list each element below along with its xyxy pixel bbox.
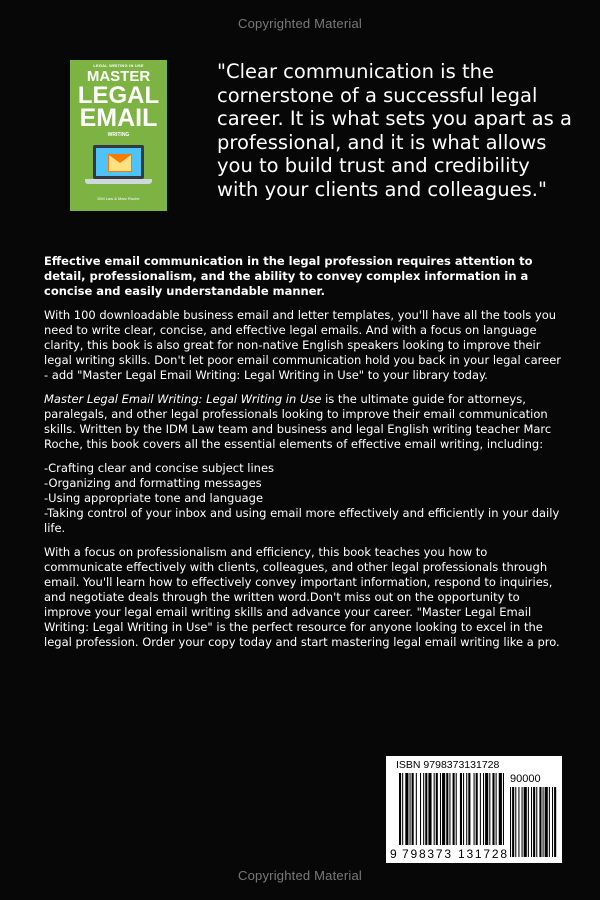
- addon-barcode-bar: [543, 787, 544, 857]
- addon-barcode-bar: [531, 787, 532, 857]
- list-item: -Taking control of your inbox and using email more effectively and efficiently in your daily life.: [44, 506, 560, 535]
- addon-barcode-bar: [510, 787, 511, 857]
- isbn-barcode-box: [386, 756, 562, 863]
- addon-barcode-bar: [539, 787, 541, 857]
- barcode-bar: [442, 773, 445, 845]
- laptop-screen: [96, 148, 141, 176]
- barcode-bar: [440, 773, 441, 845]
- addon-barcode-bar: [533, 787, 535, 857]
- addon-barcode-bar: [515, 787, 516, 857]
- laptop-base: [85, 179, 152, 184]
- addon-barcode-bar: [522, 787, 523, 857]
- addon-barcode-bar: [528, 787, 529, 857]
- barcode-bar: [474, 773, 475, 845]
- barcode-bar: [476, 773, 478, 845]
- cover-title-email: EMAIL: [79, 104, 158, 132]
- closing-paragraph: With a focus on professionalism and efficiency, this book teaches you how to communicate effectively with clients, colleagues, and other legal professionals through email. You'll learn how to effectively convey important information, respond to inquiries, and negotiate deals through the written word.Don't miss out on the opportunity to improve your legal email writing skills and advance your career. "Master Legal Email Writing: Legal Writing in Use" is the perfect resource for anyone looking to excel in the legal profession. Order your copy today and start mastering legal email writing like a pro.: [44, 545, 560, 649]
- barcode-bar: [489, 773, 490, 845]
- addon-barcode-bar: [552, 787, 553, 857]
- price-code: 90000: [510, 773, 541, 785]
- envelope-icon: [108, 154, 132, 172]
- intro-paragraph: Effective email communication in the legal profession requires attention to detail, professionalism, and the ability to convey complex information in a concise and easily understandable manner.: [44, 254, 533, 298]
- addon-barcode-bar: [545, 787, 548, 857]
- copyright-watermark-top: Copyrighted Material: [238, 16, 362, 31]
- guide-paragraph-rest: is the ultimate guide for attorneys, paralegals, and other legal professionals looking to improve their email communication skills. Written by the IDM Law team and business and legal English writing teacher Marc Roche, this book covers all the essential elements of effective email writing, including:: [44, 392, 552, 451]
- barcode-bar: [449, 773, 450, 845]
- laptop-illustration: [93, 145, 144, 179]
- barcode-bar: [466, 773, 467, 845]
- barcode-bar: [496, 773, 497, 845]
- barcode-bar: [453, 773, 455, 845]
- barcode-bar: [405, 773, 408, 845]
- barcode-bar: [416, 773, 417, 845]
- barcode-bar: [428, 773, 431, 845]
- barcode-bar: [468, 773, 470, 845]
- list-item: -Using appropriate tone and language: [44, 491, 264, 505]
- back-cover-description: [44, 254, 566, 659]
- cover-authors: IDM Law & Marc Roche: [97, 196, 140, 201]
- copyright-watermark-bottom: Copyrighted Material: [238, 868, 362, 883]
- pull-quote: "Clear communication is the cornerstone of a successful legal career. It is what sets you apart as a professional, and it is what allows you to build trust and credibility with your clients and colleagues.": [217, 60, 572, 201]
- barcode-bar: [503, 773, 504, 845]
- barcode-bar: [446, 773, 448, 845]
- addon-barcode-bar: [554, 787, 556, 857]
- barcode-bar: [425, 773, 427, 845]
- cover-series-label: LEGAL WRITING IN USE: [93, 63, 144, 68]
- addon-barcode-bar: [536, 787, 537, 857]
- topics-list: [44, 461, 566, 536]
- barcode-bar: [420, 773, 421, 845]
- addon-barcode-bar: [549, 787, 550, 857]
- barcode-bar: [456, 773, 457, 845]
- cover-title-writing: WRITING: [107, 132, 130, 138]
- book-title-italic: Master Legal Email Writing: Legal Writing in Use: [44, 392, 322, 406]
- barcode-bar: [460, 773, 462, 845]
- cover-title-master: MASTER: [86, 68, 151, 85]
- addon-barcode-bar: [524, 787, 527, 857]
- barcode-bar: [402, 773, 403, 845]
- barcode-bar: [499, 773, 502, 845]
- addon-barcode-bar: [512, 787, 514, 857]
- barcode-bar: [463, 773, 464, 845]
- barcode-bar: [434, 773, 435, 845]
- addon-barcode-bar: [518, 787, 519, 857]
- cover-title-legal: LEGAL: [77, 82, 160, 109]
- barcode-bar: [423, 773, 424, 845]
- barcode-bar: [492, 773, 494, 845]
- barcode-bar: [399, 773, 401, 845]
- barcode-bar: [412, 773, 414, 845]
- isbn-label: ISBN 9798373131728: [396, 759, 500, 771]
- barcode-bar: [480, 773, 481, 845]
- barcode-number: 798373 131728: [402, 847, 509, 861]
- barcode-bar: [483, 773, 484, 845]
- book-cover-thumbnail: [70, 60, 167, 211]
- barcode-number-lead: 9: [390, 847, 397, 861]
- list-item: -Organizing and formatting messages: [44, 476, 262, 490]
- guide-paragraph: [44, 392, 566, 452]
- templates-paragraph: With 100 downloadable business email and letter templates, you'll have all the tools you need to write clear, concise, and effective legal emails. And with a focus on language clarity, this book is also great for non-native English speakers looking to improve their legal writing skills. Don't let poor email communication hold you back in your legal career - add "Master Legal Email Writing: Legal Writing in Use" to your library today.: [44, 308, 562, 382]
- list-item: -Crafting clear and concise subject lines: [44, 461, 275, 475]
- barcode-bar: [410, 773, 411, 845]
- barcode-bar: [485, 773, 488, 845]
- barcode-bar: [436, 773, 438, 845]
